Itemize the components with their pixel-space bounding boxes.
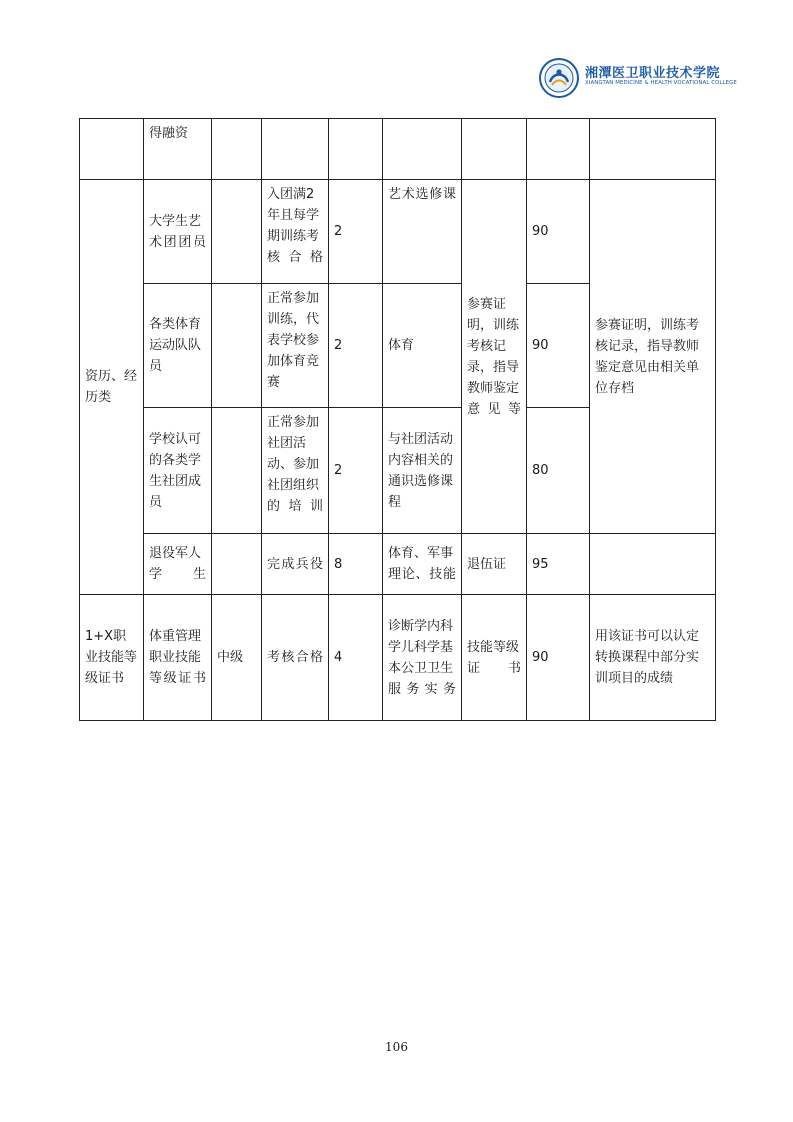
school-name-en: XIANGTAN MEDICINE & HEALTH VOCATIONAL COLLEGE [585,80,737,86]
school-emblem-icon [539,58,579,98]
level-cell [212,408,262,534]
evidence-cell: 参赛证明，训练考核记录，指导教师鉴定意见等 [462,180,527,534]
project-cell: 学校认可的各类学生社团成员 [144,408,212,534]
project-cell: 各类体育运动队队员 [144,284,212,408]
credits-cell [329,119,383,180]
requirement-cell: 考核合格 [262,595,329,721]
category-cell: 资历、经历类 [80,180,144,595]
level-cell: 中级 [212,595,262,721]
project-cell: 大学生艺术团团员 [144,180,212,284]
evidence-cell [462,119,527,180]
project-cell: 体重管理职业技能等级证书 [144,595,212,721]
score-cell: 90 [527,595,590,721]
archive-cell [590,534,716,595]
credits-cell: 8 [329,534,383,595]
project-cell: 退役军人学生 [144,534,212,595]
credits-cell: 4 [329,595,383,721]
category-cell [80,119,144,180]
evidence-cell: 退伍证 [462,534,527,595]
score-cell: 90 [527,284,590,408]
table-row [80,534,716,595]
archive-cell [590,119,716,180]
category-cell: 1+X职业技能等级证书 [80,595,144,721]
requirement-cell [262,119,329,180]
evidence-cell: 技能等级证书 [462,595,527,721]
level-cell [212,119,262,180]
project-cell: 得融资 [144,119,212,180]
course-cell: 体育、军事理论、技能 [383,534,462,595]
score-cell: 90 [527,180,590,284]
school-logo [539,58,737,100]
course-cell: 艺术选修课 [383,180,462,284]
table-row [80,180,716,284]
credits-cell: 2 [329,180,383,284]
level-cell [212,534,262,595]
course-cell: 体育 [383,284,462,408]
requirement-cell: 入团满2年且每学期训练考核合格 [262,180,329,284]
course-cell: 与社团活动内容相关的通识选修课程 [383,408,462,534]
level-cell [212,284,262,408]
requirement-cell: 正常参加训练，代表学校参加体育竞赛 [262,284,329,408]
score-cell: 80 [527,408,590,534]
archive-cell: 参赛证明，训练考核记录，指导教师鉴定意见由相关单位存档 [590,180,716,534]
school-name: 湘潭医卫职业技术学院 [585,66,721,81]
credit-conversion-table [79,118,716,721]
course-cell [383,119,462,180]
requirement-cell: 完成兵役 [262,534,329,595]
credits-cell: 2 [329,284,383,408]
credits-cell: 2 [329,408,383,534]
table-row [80,119,716,180]
page-number: 106 [385,1040,408,1054]
course-cell: 诊断学内科学儿科学基本公卫卫生服务实务 [383,595,462,721]
table-row [80,595,716,721]
requirement-cell: 正常参加社团活动、参加社团组织的培训 [262,408,329,534]
archive-cell: 用该证书可以认定转换课程中部分实训项目的成绩 [590,595,716,721]
level-cell [212,180,262,284]
score-cell [527,119,590,180]
score-cell: 95 [527,534,590,595]
